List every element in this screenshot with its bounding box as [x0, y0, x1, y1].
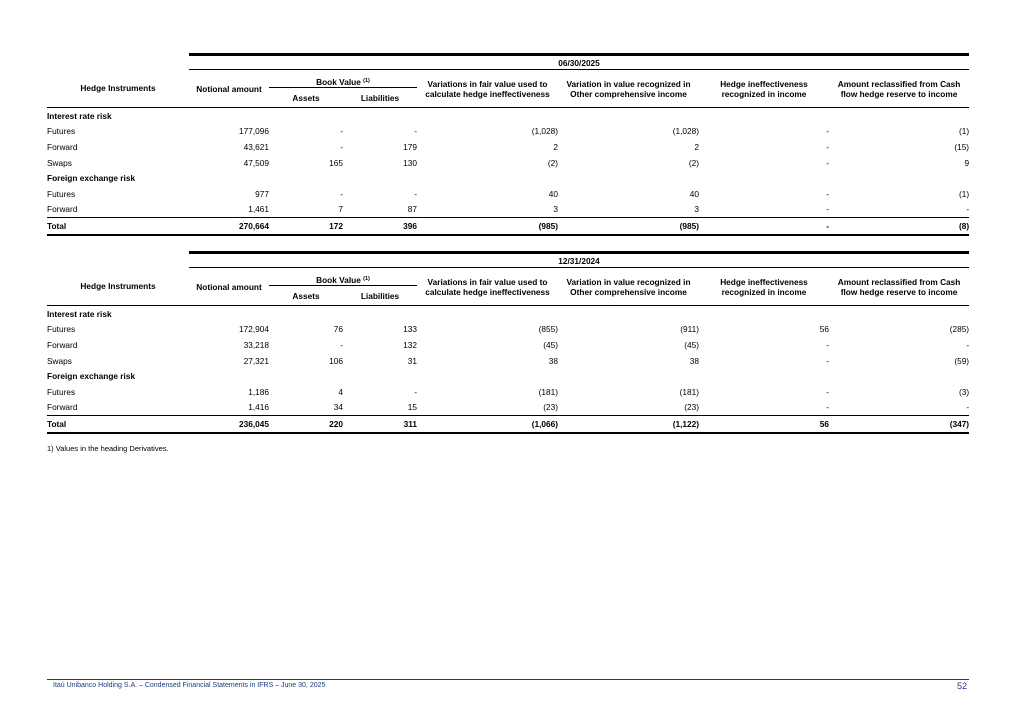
col-header-notional: Notional amount [196, 281, 262, 292]
table-row: Futures 977 - - 40 40 - (1) [47, 188, 970, 199]
col-header-assets: Assets [292, 92, 320, 103]
page-number: 52 [956, 681, 967, 691]
section-interest-rate-risk: Interest rate risk [47, 110, 112, 121]
table-row: Futures 1,186 4 - (181) (181) - (3) [47, 386, 970, 397]
col-header-oci-variation: Variation in value recognized in Other comprehensive income [566, 276, 691, 297]
table-row: Forward 1,416 34 15 (23) (23) - - [47, 402, 970, 413]
col-header-book-value: Book Value $^{(1)}$ [269, 268, 417, 286]
col-header-hedge-ineffectiveness: Hedge ineffectiveness recognized in income [720, 78, 808, 99]
section-foreign-exchange-risk: Foreign exchange risk [47, 371, 136, 382]
col-header-assets: Assets [292, 290, 320, 301]
col-header-fair-value-variations: Variations in fair value used to calculate hedge ineffectiveness [425, 276, 550, 297]
table-date: 12/31/2024 [189, 253, 969, 268]
footer-divider [47, 679, 969, 680]
table-row: Futures 177,096 - - (1,028) (1,028) - (1) [47, 126, 970, 137]
col-header-liabilities: Liabilities [360, 92, 400, 103]
col-header-liabilities: Liabilities [360, 290, 400, 301]
table-row: Swaps 47,509 165 130 (2) (2) - 9 [47, 157, 970, 168]
hedge-table-2024 [47, 251, 969, 434]
footnote: 1) Values in the heading Derivatives. [47, 444, 169, 453]
col-header-hedge-instruments: Hedge Instruments [80, 281, 156, 292]
col-header-book-value: Book Value $^{(1)}$ [269, 70, 417, 88]
col-header-hedge-ineffectiveness: Hedge ineffectiveness recognized in income [720, 276, 808, 297]
footer-text: Itaú Unibanco Holding S.A. – Condensed Financial Statements in IFRS – June 30, 2025 [53, 682, 326, 689]
col-header-hedge-instruments: Hedge Instruments [80, 83, 156, 94]
col-header-amount-reclassified: Amount reclassified from Cash flow hedge reserve to income [837, 276, 961, 297]
table-date: 06/30/2025 [189, 55, 969, 70]
col-header-oci-variation: Variation in value recognized in Other comprehensive income [566, 78, 691, 99]
table-row: Swaps 27,321 106 31 38 38 - (59) [47, 355, 970, 366]
col-header-fair-value-variations: Variations in fair value used to calculate hedge ineffectiveness [425, 78, 550, 99]
col-header-amount-reclassified: Amount reclassified from Cash flow hedge reserve to income [837, 78, 961, 99]
table-row: Forward 43,621 - 179 2 2 - (15) [47, 141, 970, 152]
hedge-table-2025 [47, 53, 969, 236]
table-row: Forward 1,461 7 87 3 3 - - [47, 204, 970, 215]
table-row: Forward 33,218 - 132 (45) (45) - - [47, 339, 970, 350]
section-interest-rate-risk: Interest rate risk [47, 308, 112, 319]
table-row: Futures 172,904 76 133 (855) (911) 56 (285) [47, 324, 970, 335]
total-row: Total 270,664 172 396 (985) (985) - (8) [47, 218, 969, 235]
col-header-notional: Notional amount [196, 83, 262, 94]
total-row: Total 236,045 220 311 (1,066) (1,122) 56 (347) [47, 416, 969, 433]
section-foreign-exchange-risk: Foreign exchange risk [47, 173, 136, 184]
